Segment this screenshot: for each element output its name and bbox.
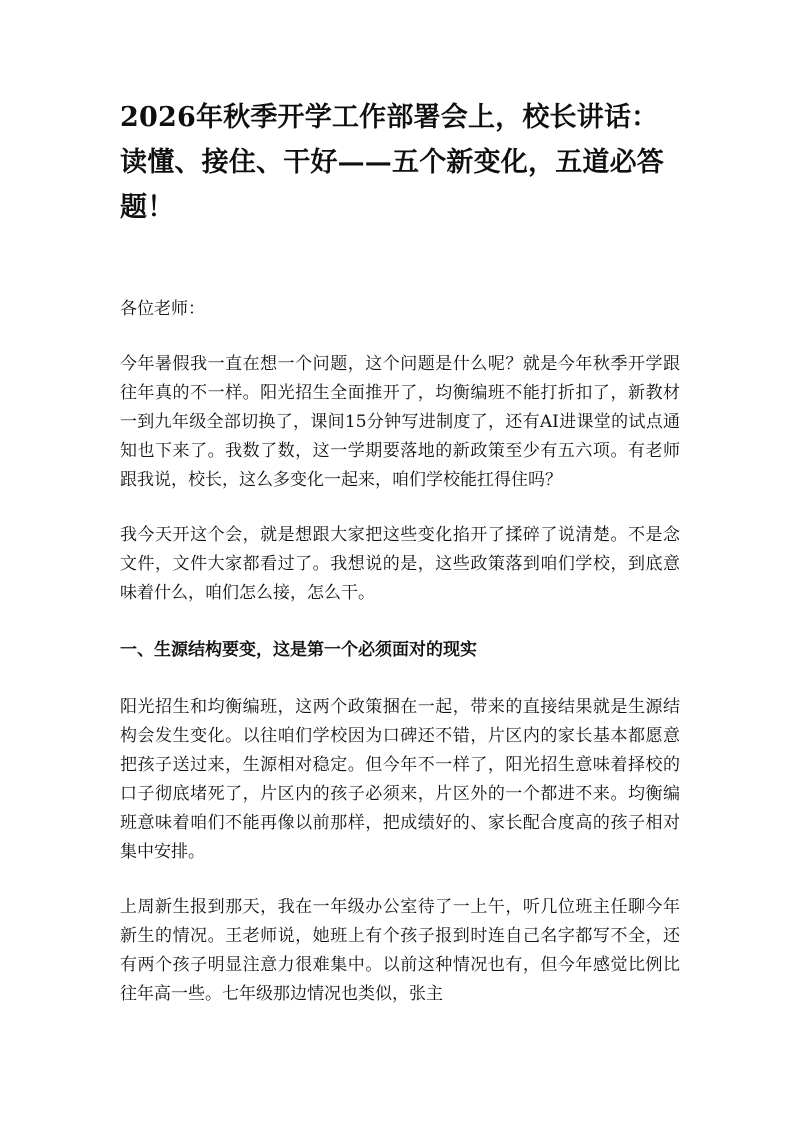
section-1-heading: 一、生源结构要变，这是第一个必须面对的现实 xyxy=(120,640,477,660)
intro-paragraph-1: 今年暑假我一直在想一个问题，这个问题是什么呢？就是今年秋季开学跟往年真的不一样。阳光招生全面推开了，均衡编班不能打折扣了，新教材一到九年级全部切换了，课间15分钟写进制度了，还有AI进课堂的试点通知也下来了。我数了数，这一学期要落地的新政策至少有五六项。有老师跟我说，校长，这么多变化一起来，咱们学校能扛得住吗？ xyxy=(120,354,680,490)
intro-paragraph-2: 我今天开这个会，就是想跟大家把这些变化掐开了揉碎了说清楚。不是念文件，文件大家都看过了。我想说的是，这些政策落到咱们学校，到底意味着什么，咱们怎么接，怎么干。 xyxy=(120,525,680,603)
section-1-paragraph-1: 阳光招生和均衡编班，这两个政策捆在一起，带来的直接结果就是生源结构会发生变化。以往咱们学校因为口碑还不错，片区内的家长基本都愿意把孩子送过来，生源相对稳定。但今年不一样了，阳光招生意味着择校的口子彻底堵死了，片区内的孩子必须来，片区外的一个都进不来。均衡编班意味着咱们不能再像以前那样，把成绩好的、家长配合度高的孩子相对集中安排。 xyxy=(120,697,680,862)
salutation: 各位老师： xyxy=(120,299,205,319)
document-body xyxy=(120,95,680,1009)
section-1-paragraph-2: 上周新生报到那天，我在一年级办公室待了一上午，听几位班主任聊今年新生的情况。王老师说，她班上有个孩子报到时连自己名字都写不全，还有两个孩子明显注意力很难集中。以前这种情况也有，但今年感觉比例比往年高一些。七年级那边情况也类似，张主 xyxy=(120,897,680,1004)
document-title: 2026年秋季开学工作部署会上，校长讲话：读懂、接住、干好——五个新变化，五道必答题！ xyxy=(120,102,664,223)
